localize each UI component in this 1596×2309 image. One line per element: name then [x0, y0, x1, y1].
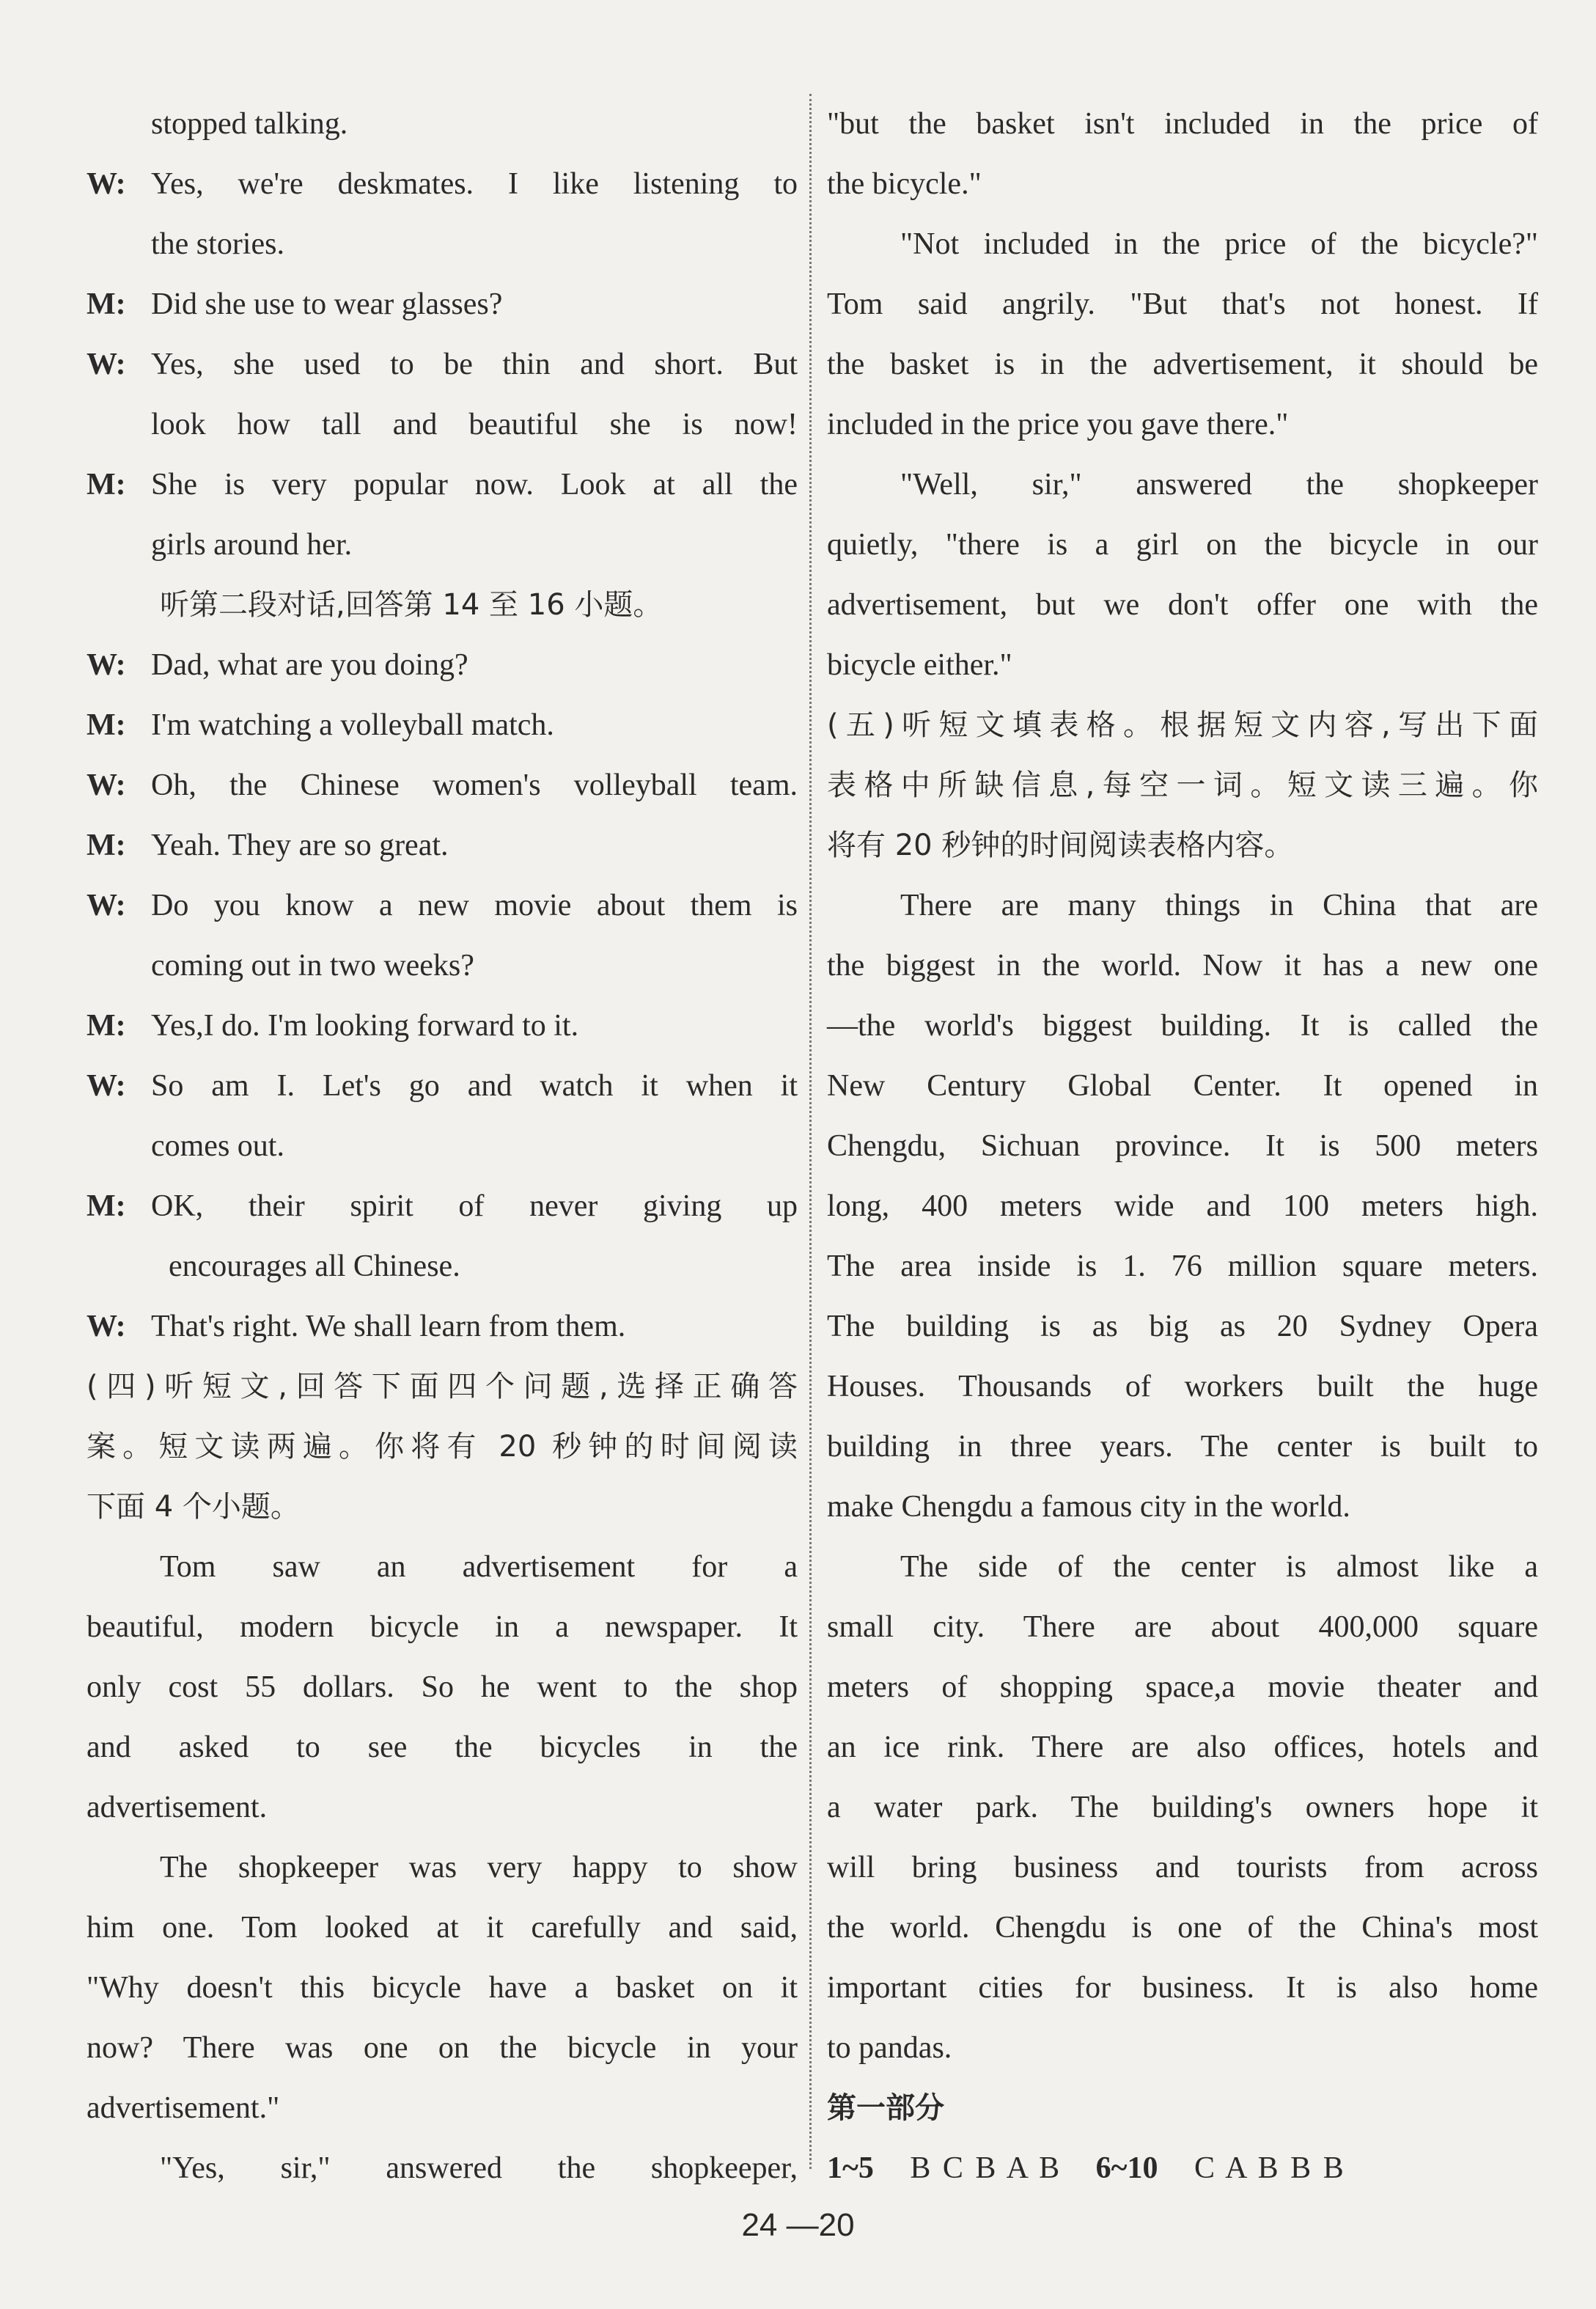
dialogue-line: W: Dad, what are you doing?	[87, 635, 798, 695]
passage-line: an ice rink. There are also offices, hotels and	[827, 1730, 1538, 1764]
passage-line: bicycle either."	[827, 648, 1012, 682]
dialogue-line: W: That's right. We shall learn from them.	[87, 1296, 798, 1357]
speaker-label: M:	[87, 829, 126, 862]
passage-line: now? There was one on the bicycle in your	[87, 2031, 798, 2065]
speaker-label: W:	[87, 1310, 126, 1343]
passage-line: beautiful, modern bicycle in a newspaper. It	[87, 1610, 798, 1644]
passage-line: the world. Chengdu is one of the China's most	[827, 1911, 1538, 1945]
passage-line: will bring business and tourists from across	[827, 1851, 1538, 1884]
text-line: encourages all Chinese.	[169, 1249, 460, 1283]
passage-line: make Chengdu a famous city in the world.	[827, 1490, 1350, 1524]
speaker-label: W:	[87, 1069, 126, 1103]
speaker-label: M:	[87, 287, 126, 321]
speaker-label: W:	[87, 348, 126, 381]
dialogue-line: M: She is very popular now. Look at all the	[87, 455, 798, 515]
section-instruction: 将有 20 秒钟的时间阅读表格内容。	[827, 829, 1294, 862]
speaker-label: M:	[87, 1009, 126, 1043]
section-instruction: (四)听短文,回答下面四个问题,选择正确答	[87, 1370, 798, 1403]
passage-line: Tom said angrily. "But that's not honest. If	[827, 287, 1538, 321]
dialogue-line: M: Yeah. They are so great.	[87, 815, 798, 875]
section-instruction: 案。短文读两遍。你将有 20 秒钟的时间阅读	[87, 1430, 798, 1464]
text-line: comes out.	[151, 1129, 284, 1163]
dialogue-line: M: I'm watching a volleyball match.	[87, 695, 798, 755]
dialogue-line: M: Yes,I do. I'm looking forward to it.	[87, 996, 798, 1056]
column-divider	[809, 94, 812, 2169]
passage-line: advertisement."	[87, 2091, 280, 2125]
dialogue-line: M: Did she use to wear glasses?	[87, 274, 798, 334]
answer-values: C A B B B	[1194, 2151, 1344, 2185]
passage-line: —the world's biggest building. It is called the	[827, 1009, 1538, 1043]
passage-line: only cost 55 dollars. So he went to the shop	[87, 1670, 798, 1704]
passage-line: The building is as big as 20 Sydney Opera	[827, 1310, 1538, 1343]
page-number: 24 —20	[741, 2207, 855, 2243]
speaker-label: W:	[87, 889, 126, 922]
passage-line: and asked to see the bicycles in the	[87, 1730, 798, 1764]
passage-line: Tom saw an advertisement for a	[160, 1550, 798, 1584]
passage-line: the basket is in the advertisement, it should be	[827, 348, 1538, 381]
text-line: girls around her.	[151, 528, 353, 562]
passage-line: The area inside is 1. 76 million square meters.	[827, 1249, 1538, 1283]
text-line: stopped talking.	[151, 107, 348, 141]
right-column	[827, 94, 1538, 2198]
passage-line: New Century Global Center. It opened in	[827, 1069, 1538, 1103]
dialogue-line: W: So am I. Let's go and watch it when it	[87, 1056, 798, 1116]
dialogue-line: W: Yes, she used to be thin and short. But	[87, 334, 798, 394]
passage-line: Chengdu, Sichuan province. It is 500 meters	[827, 1129, 1538, 1163]
passage-line: The shopkeeper was very happy to show	[160, 1851, 798, 1884]
text-line: look how tall and beautiful she is now!	[151, 408, 798, 441]
section-instruction: (五)听短文填表格。根据短文内容,写出下面	[827, 708, 1538, 742]
passage-line: "Not included in the price of the bicycle?"	[900, 227, 1538, 261]
passage-line: The side of the center is almost like a	[900, 1550, 1538, 1584]
section-instruction: 听第二段对话,回答第 14 至 16 小题。	[160, 588, 663, 622]
passage-line: "but the basket isn't included in the price of	[827, 107, 1538, 141]
passage-line: There are many things in China that are	[900, 889, 1538, 922]
answer-range: 6~10	[1095, 2151, 1158, 2185]
passage-line: advertisement.	[87, 1791, 268, 1824]
speaker-label: M:	[87, 468, 126, 502]
section-instruction: 下面 4 个小题。	[87, 1490, 300, 1524]
section-instruction: 表格中所缺信息,每空一词。短文读三遍。你	[827, 768, 1538, 802]
speaker-label: W:	[87, 648, 126, 682]
passage-line: important cities for business. It is also home	[827, 1971, 1538, 2005]
passage-line: meters of shopping space,a movie theater and	[827, 1670, 1538, 1704]
passage-line: advertisement, but we don't offer one with the	[827, 588, 1538, 622]
passage-line: long, 400 meters wide and 100 meters high.	[827, 1189, 1538, 1223]
passage-line: "Why doesn't this bicycle have a basket on it	[87, 1971, 798, 2005]
speaker-label: M:	[87, 708, 126, 742]
passage-line: quietly, "there is a girl on the bicycle in our	[827, 528, 1538, 562]
passage-line: "Well, sir," answered the shopkeeper	[900, 468, 1538, 502]
dialogue-line: W: Oh, the Chinese women's volleyball team.	[87, 755, 798, 815]
dialogue-line: W: Do you know a new movie about them is	[87, 875, 798, 936]
passage-line: Houses. Thousands of workers built the huge	[827, 1370, 1538, 1403]
left-column	[87, 94, 798, 2198]
dialogue-line: W: Yes, we're deskmates. I like listening to	[87, 154, 798, 214]
text-line: coming out in two weeks?	[151, 949, 474, 983]
passage-line: the biggest in the world. Now it has a new one	[827, 949, 1538, 983]
answer-values: B C B A B	[910, 2151, 1060, 2185]
passage-line: a water park. The building's owners hope it	[827, 1791, 1538, 1824]
speaker-label: M:	[87, 1189, 126, 1223]
answer-section-heading: 第一部分	[827, 2091, 944, 2125]
passage-line: included in the price you gave there."	[827, 408, 1289, 441]
passage-line: him one. Tom looked at it carefully and said,	[87, 1911, 798, 1945]
dialogue-line: M: OK, their spirit of never giving up	[87, 1176, 798, 1236]
speaker-label: W:	[87, 167, 126, 201]
text-line: the stories.	[151, 227, 284, 261]
speaker-label: W:	[87, 768, 126, 802]
passage-line: to pandas.	[827, 2031, 952, 2065]
passage-line: small city. There are about 400,000 square	[827, 1610, 1538, 1644]
answer-range: 1~5	[827, 2151, 874, 2185]
passage-line: "Yes, sir," answered the shopkeeper,	[160, 2151, 798, 2185]
passage-line: building in three years. The center is built to	[827, 1430, 1538, 1464]
answer-key-line	[827, 2138, 1538, 2198]
passage-line: the bicycle."	[827, 167, 982, 201]
